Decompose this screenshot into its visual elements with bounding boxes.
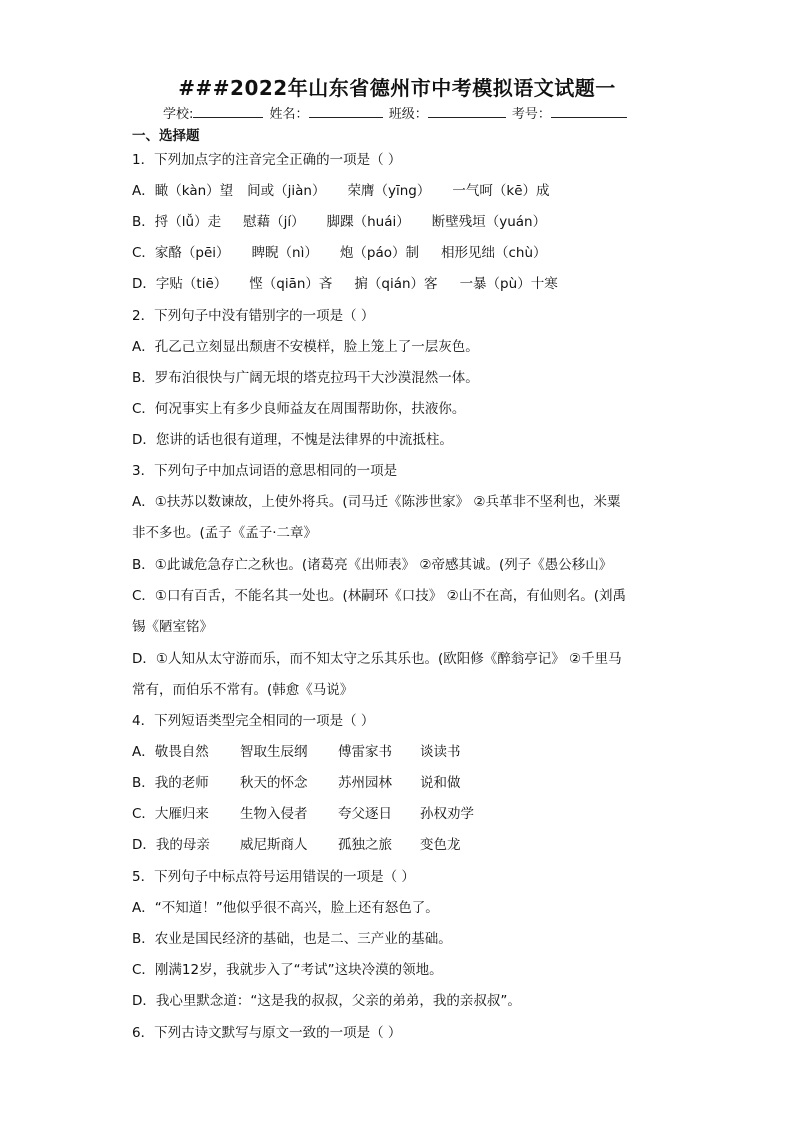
- school-blank[interactable]: [193, 105, 263, 118]
- q1-option-a: [132, 181, 550, 201]
- school-label: 学校:: [163, 107, 194, 122]
- q4-a-item: A．敬畏自然: [132, 744, 209, 760]
- q5-option-d: D．我心里默念道：“这是我的叔叔，父亲的弟弟，我的亲叔叔”。: [132, 993, 521, 1009]
- q5-option-c: C．刚满12岁，我就步入了“考试”这块冷漠的领地。: [132, 962, 443, 978]
- q4-option-d: [132, 835, 461, 855]
- q1-b-item: 断壁残垣（yuán）: [431, 214, 547, 230]
- q4-c-item: 孙权劝学: [420, 806, 474, 822]
- section-heading: 一、选择题: [132, 128, 200, 144]
- q6-stem: 6．下列古诗文默写与原文一致的一项是（ ）: [132, 1025, 402, 1041]
- q1-option-b: [132, 212, 546, 232]
- q1-b-item: 脚踝（huái）: [326, 214, 410, 230]
- name-label: 姓名：: [269, 107, 309, 122]
- q4-option-c: [132, 804, 474, 824]
- q4-c-item: 夸父逐日: [338, 806, 392, 822]
- q5-option-b: B．农业是国民经济的基础，也是二、三产业的基础。: [132, 931, 452, 947]
- q3-option-a: A．①扶苏以数谏故，上使外将兵。(司马迁《陈涉世家》 ②兵革非不坚利也，米粟: [132, 494, 621, 510]
- q1-c-item: 炮（páo）制: [339, 245, 419, 261]
- q2-option-c: C．何况事实上有多少良师益友在周围帮助你，扶液你。: [132, 401, 466, 417]
- q4-a-item: 智取生辰纲: [240, 744, 308, 760]
- q5-stem: 5．下列句子中标点符号运用错误的一项是（ ）: [132, 869, 415, 885]
- q3-option-b: B．①此诚危急存亡之秋也。(诸葛亮《出师表》 ②帝感其诚。(列子《愚公移山》: [132, 557, 613, 573]
- q1-b-item: 慰藉（jí）: [243, 214, 305, 230]
- q3-option-c-cont: 锡《陋室铭》: [132, 619, 213, 635]
- q2-option-b: B．罗布泊很快与广阔无垠的塔克拉玛干大沙漠混然一体。: [132, 370, 479, 386]
- class-blank[interactable]: [428, 105, 506, 118]
- q1-a-item: 荣膺（yīng）: [347, 183, 431, 199]
- class-label: 班级：: [388, 107, 428, 122]
- q4-d-item: 变色龙: [420, 837, 461, 853]
- q4-a-item: 傅雷家书: [338, 744, 392, 760]
- q4-b-item: 秋天的怀念: [240, 775, 308, 791]
- q1-b-item: B．捋（lǚ）走: [132, 214, 222, 230]
- q4-c-item: 生物入侵者: [240, 806, 308, 822]
- q3-option-d: D．①人知从太守游而乐，而不知太守之乐其乐也。(欧阳修《醉翁亭记》 ②千里马: [132, 651, 622, 667]
- q1-d-item: 一暴（pù）十寒: [459, 276, 558, 292]
- q4-a-item: 谈读书: [420, 744, 461, 760]
- number-label: 考号：: [511, 107, 551, 122]
- q2-option-a: A．孔乙己立刻显出颓唐不安模样，脸上笼上了一层灰色。: [132, 339, 479, 355]
- q4-b-item: 说和做: [420, 775, 461, 791]
- q4-d-item: 威尼斯商人: [240, 837, 308, 853]
- q2-stem: 2．下列句子中没有错别字的一项是（ ）: [132, 308, 375, 324]
- q1-d-item: D．字贴（tiē）: [132, 276, 228, 292]
- q1-d-item: 悭（qiān）吝: [249, 276, 333, 292]
- q1-c-item: 睥睨（nì）: [251, 245, 318, 261]
- q4-c-item: C．大雁归来: [132, 806, 209, 822]
- q2-option-d: D．您讲的话也很有道理，不愧是法律界的中流抵柱。: [132, 432, 453, 448]
- q4-d-item: D．我的母亲: [132, 837, 210, 853]
- q1-stem: 1．下列加点字的注音完全正确的一项是（ ）: [132, 152, 402, 168]
- q3-option-c: C．①口有百舌，不能名其一处也。(林嗣环《口技》 ②山不在高，有仙则名。(刘禹: [132, 588, 626, 604]
- q1-c-item: 相形见绌（chù）: [440, 245, 547, 261]
- student-info-row: [163, 103, 629, 122]
- name-blank[interactable]: [309, 105, 383, 118]
- q4-option-b: [132, 773, 461, 793]
- q1-option-c: [132, 243, 547, 263]
- q1-a-item: A．瞰（kàn）望: [132, 183, 234, 199]
- q3-option-d-cont: 常有，而伯乐不常有。(韩愈《马说》: [132, 682, 354, 698]
- q3-stem: 3．下列句子中加点词语的意思相同的一项是: [132, 463, 398, 479]
- q4-d-item: 孤独之旅: [338, 837, 392, 853]
- q4-b-item: B．我的老师: [132, 775, 209, 791]
- q1-option-d: [132, 274, 558, 294]
- q5-option-a: A．“不知道！”他似乎很不高兴，脸上还有怒色了。: [132, 900, 439, 916]
- q1-a-item: 一气呵（kē）成: [452, 183, 550, 199]
- q4-b-item: 苏州园林: [338, 775, 392, 791]
- exam-title: ###2022年山东省德州市中考模拟语文试题一: [178, 76, 616, 100]
- q4-option-a: [132, 742, 461, 762]
- q1-d-item: 掮（qián）客: [354, 276, 438, 292]
- q1-c-item: C．家酪（pēi）: [132, 245, 230, 261]
- q3-option-a-cont: 非不多也。(孟子《孟子·二章》: [132, 525, 318, 541]
- q1-a-item: 间或（jiàn）: [247, 183, 326, 199]
- number-blank[interactable]: [551, 105, 627, 118]
- q4-stem: 4．下列短语类型完全相同的一项是（ ）: [132, 713, 375, 729]
